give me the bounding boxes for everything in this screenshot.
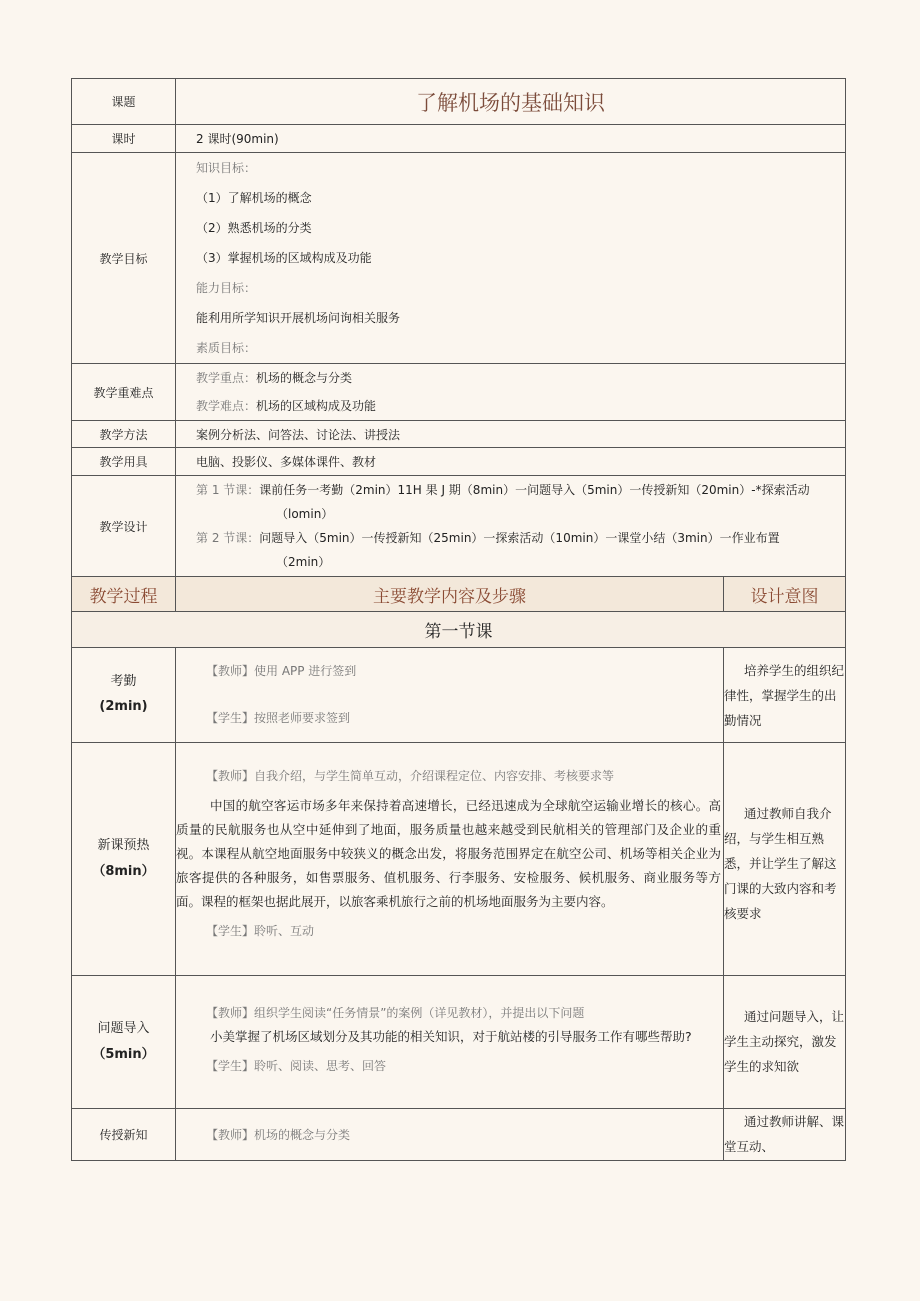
process-header-col3: 设计意图 [724,577,846,612]
objectives-content [176,153,846,364]
difficulty-label: 教学难点： [196,399,257,413]
process-header-row [72,577,846,612]
problem-intent: 通过问题导入，让学生主动探究，激发学生的求知欲 [724,976,846,1109]
lesson1-line [196,478,845,502]
design-row [72,476,846,577]
warmup-student: 【学生】聆听、互动 [206,924,315,938]
difficulty-value: 机场的区域构成及功能 [256,399,377,413]
lesson1-continue: （lomin） [276,507,334,521]
objectives-label: 教学目标 [72,153,176,364]
keypoints-content [176,364,846,421]
step-warmup-time: （8min） [92,864,155,879]
lesson2-line [196,526,845,550]
method-label: 教学方法 [72,421,176,448]
design-label: 教学设计 [72,476,176,577]
step-teach-row [72,1109,846,1161]
step-attendance-label-cell [72,648,176,743]
focus-value: 机场的概念与分类 [256,371,353,385]
step-attendance-label: 考勤 [110,674,137,690]
lesson2-text: 问题导入（5min）一传授新知（25min）一探索活动（10min）一课堂小结（3min）一作业布置 [259,531,780,545]
step-warmup-label: 新课预热 [97,838,150,853]
step-problem-label: 问题导入 [97,1021,150,1036]
step-attendance-row [72,648,846,743]
focus-line [196,364,845,392]
step-attendance-time: (2min) [99,699,148,714]
method-row [72,421,846,448]
tools-value: 电脑、投影仪、多媒体课件、教材 [176,448,846,476]
design-content [176,476,846,577]
warmup-intent: 通过教师自我介绍，与学生相互熟悉，并让学生了解这门课的大致内容和考核要求 [724,743,846,976]
teach-intent: 通过教师讲解、课堂互动、 [724,1109,846,1161]
lesson-plan-table [71,78,846,1161]
tools-label: 教学用具 [72,448,176,476]
problem-student: 【学生】聆听、阅读、思考、回答 [206,1059,387,1073]
knowledge-item-2: （2）熟悉机场的分类 [196,221,312,235]
problem-question: 小美掌握了机场区域划分及其功能的相关知识，对于航站楼的引导服务工作有哪些帮助? [210,1029,692,1044]
attendance-student: 【学生】按照老师要求签到 [206,711,351,725]
method-value: 案例分析法、问答法、讨论法、讲授法 [176,421,846,448]
hours-row [72,125,846,153]
section-title: 第一节课 [72,612,846,648]
keypoints-label: 教学重难点 [72,364,176,421]
problem-teacher: 【教师】组织学生阅读“任务情景”的案例（详见教材），并提出以下问题 [206,1006,585,1020]
lesson1-text: 课前任务一考勤（2min）11H 果 J 期（8min）一问题导入（5min）一传授新知（20min）-*探索活动 [259,483,810,497]
step-warmup-content [176,743,724,976]
difficulty-line [196,392,845,420]
keypoints-row [72,364,846,421]
ability-text: 能利用所学知识开展机场问询相关服务 [196,311,401,325]
objectives-row [72,153,846,364]
tools-row [72,448,846,476]
lesson1-label: 第 1 节课： [196,483,260,497]
page-title: 了解机场的基础知识 [176,79,846,125]
step-problem-row [72,976,846,1109]
quality-label: 素质目标： [196,341,257,355]
step-warmup-row [72,743,846,976]
step-teach-label: 传授新知 [72,1109,176,1161]
topic-row [72,79,846,125]
knowledge-item-1: （1）了解机场的概念 [196,191,312,205]
step-warmup-label-cell [72,743,176,976]
process-header-col1: 教学过程 [72,577,176,612]
ability-label: 能力目标： [196,281,257,295]
warmup-teacher: 【教师】自我介绍，与学生简单互动，介绍课程定位、内容安排、考核要求等 [206,769,615,783]
knowledge-label: 知识目标： [196,161,257,175]
step-problem-content [176,976,724,1109]
step-teach-content [176,1109,724,1161]
hours-label: 课时 [72,125,176,153]
warmup-paragraph: 中国的航空客运市场多年来保持着高速增长，已经迅速成为全球航空运输业增长的核心。高质量的民航服务也从空中延伸到了地面，服务质量也越来越受到民航相关的管理部门及企业的重视。本课程从航空地面服务中较狭义的概念出发，将服务范围界定在航空公司、机场等相关企业为旅客提供的各种服务，如售票服务、值机服务、行李服务、安检服务、候机服务、商业服务等方面。课程的框架也据此展开，以旅客乘机旅行之前的机场地面服务为主要内容。 [176,798,721,909]
topic-label: 课题 [72,79,176,125]
section-row [72,612,846,648]
step-attendance-content [176,648,724,743]
attendance-teacher: 【教师】使用 APP 进行签到 [206,664,357,678]
lesson2-continue: （2min） [276,555,331,569]
step-problem-time: （5min） [92,1047,155,1062]
process-header-col2: 主要教学内容及步骤 [176,577,724,612]
step-problem-label-cell [72,976,176,1109]
teach-teacher: 【教师】机场的概念与分类 [206,1128,351,1142]
hours-value: 2 课时(90min) [176,125,846,153]
lesson2-label: 第 2 节课： [196,531,260,545]
focus-label: 教学重点： [196,371,257,385]
attendance-intent: 培养学生的组织纪律性，掌握学生的出勤情况 [724,648,846,743]
knowledge-item-3: （3）掌握机场的区域构成及功能 [196,251,372,265]
